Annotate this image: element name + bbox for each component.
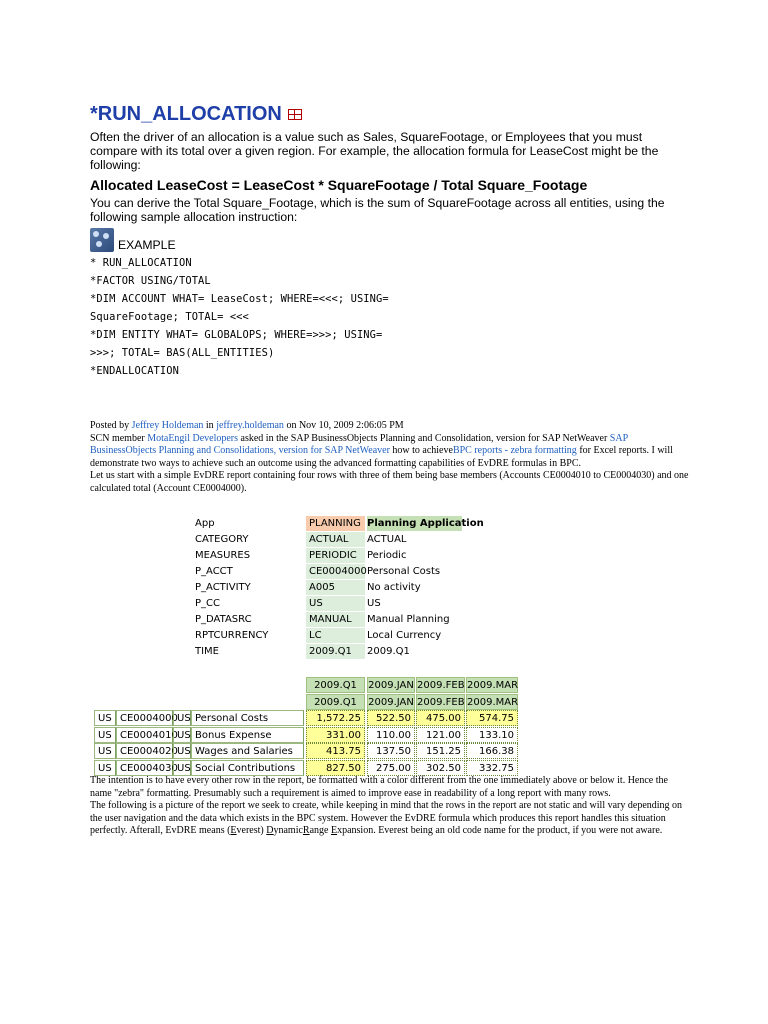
evdre-text-3: ynamic: [273, 825, 303, 836]
param-desc: 2009.Q1: [367, 646, 410, 657]
row-cc: US: [94, 710, 116, 726]
evdre-paragraph: [90, 800, 690, 838]
allocation-formula: Allocated LeaseCost = LeaseCost * SquareFootage / Total Square_Footage: [90, 177, 588, 193]
question-prefix: SCN member: [90, 432, 148, 444]
code-line: *DIM ENTITY WHAT= GLOBALOPS; WHERE=>>>; USING=: [90, 329, 383, 341]
data-cell: 522.50: [367, 710, 415, 726]
page-title-text: *RUN_ALLOCATION: [90, 103, 282, 125]
document-body: [90, 100, 690, 380]
evdre-report: [94, 513, 523, 776]
param-label: P_ACCT: [195, 566, 233, 577]
column-header: 2009.JAN: [367, 694, 415, 710]
row-cc: US: [94, 760, 116, 776]
data-cell: 827.50: [306, 760, 365, 776]
table-icon: [288, 109, 302, 120]
data-cell: 1,572.25: [306, 710, 365, 726]
column-header: 2009.Q1: [306, 677, 365, 693]
row-account: CE0004020: [116, 743, 173, 759]
param-desc: No activity: [367, 582, 421, 593]
example-icon: [90, 228, 114, 252]
byline-date: on Nov 10, 2009 2:06:05 PM: [283, 420, 404, 431]
data-cell: 302.50: [416, 760, 465, 776]
row-cc2: US: [173, 743, 191, 759]
param-desc: Local Currency: [367, 630, 442, 641]
param-value: CE0004000: [306, 564, 365, 579]
param-desc: Periodic: [367, 550, 407, 561]
column-header: 2009.Q1: [306, 694, 365, 710]
param-label: TIME: [195, 646, 220, 657]
param-value: A005: [306, 580, 365, 595]
param-label: P_CC: [195, 598, 220, 609]
topic-link[interactable]: BPC reports - zebra formatting: [452, 445, 577, 456]
column-header: 2009.MAR: [466, 677, 518, 693]
code-line: SquareFootage; TOTAL= <<<: [90, 311, 249, 323]
evdre-letter-r: R: [302, 825, 310, 836]
column-header: 2009.FEB: [416, 694, 465, 710]
data-cell: 275.00: [367, 760, 415, 776]
evdre-text-2: verest): [236, 825, 267, 836]
row-account: CE0004000: [116, 710, 173, 726]
code-line: *DIM ACCOUNT WHAT= LeaseCost; WHERE=<<<; USING=: [90, 293, 389, 305]
question-text: asked in the SAP BusinessObjects Planning and Consolidation, version for SAP NetWeaver: [238, 432, 610, 444]
row-account: CE0004010: [116, 727, 173, 743]
data-cell: 332.75: [466, 760, 518, 776]
code-block: [90, 254, 690, 380]
code-line: *FACTOR USING/TOTAL: [90, 275, 211, 287]
row-cc: US: [94, 743, 116, 759]
derive-paragraph: You can derive the Total Square_Footage, which is the sum of SquareFootage across all entities, using the following sample allocation instruction:: [90, 196, 665, 224]
data-cell: 151.25: [416, 743, 465, 759]
byline-in: in: [203, 420, 217, 431]
param-label: MEASURES: [195, 550, 251, 561]
author-link[interactable]: Jeffrey Holdeman: [131, 420, 204, 431]
column-header: 2009.MAR: [466, 694, 518, 710]
param-label: P_ACTIVITY: [195, 582, 251, 593]
evdre-text-4: ange: [309, 825, 331, 836]
row-name: Personal Costs: [191, 710, 304, 726]
post-intro-report: Let us start with a simple EvDRE report containing four rows with three of them being base members (Accounts CE0004010 to CE0004030) and one calculated total (Account CE0004000).: [90, 470, 689, 494]
param-label: P_DATASRC: [195, 614, 252, 625]
evdre-letter-e: E: [230, 825, 237, 836]
param-desc: US: [367, 598, 381, 609]
param-value: US: [306, 596, 365, 611]
evdre-text: The following is a picture of the report we seek to create, while keeping in mind that the rows in the report are not static and will vary depending on the user navigation and the data which exists in the BPC system. However the EvDRE formula which produces this report handles this situation perfectly. Afterall, EvDRE means (: [90, 800, 683, 836]
param-desc: ACTUAL: [367, 534, 407, 545]
code-line: >>>; TOTAL= BAS(ALL_ENTITIES): [90, 347, 275, 359]
zebra-paragraph: The intention is to have every other row in the report, be formatted with a color different from the one immediately above or below it. Hence the name "zebra" formatting. Presumably such a requirement is aimed to improve ease in readability of a long report with many rows.: [90, 775, 668, 799]
post-byline: [90, 420, 690, 433]
post-section: [90, 420, 690, 495]
row-cc2: US: [173, 710, 191, 726]
param-value: ACTUAL: [306, 532, 365, 547]
param-value: MANUAL: [306, 612, 365, 627]
data-cell: 166.38: [466, 743, 518, 759]
data-cell: 121.00: [416, 727, 465, 743]
row-cc2: US: [173, 760, 191, 776]
code-line: *ENDALLOCATION: [90, 365, 179, 377]
intro-paragraph: Often the driver of an allocation is a value such as Sales, SquareFootage, or Employees that you must compare with its total over a given region. For example, the allocation formula for LeaseCost might be the following:: [90, 130, 659, 172]
row-name: Wages and Salaries: [191, 743, 304, 759]
param-value: PLANNING: [306, 516, 365, 531]
example-header: [90, 228, 690, 252]
example-label: EXAMPLE: [118, 238, 176, 252]
page-title: [90, 100, 690, 128]
param-desc: Manual Planning: [367, 614, 450, 625]
data-cell: 475.00: [416, 710, 465, 726]
evdre-text-5: xpansion. Everest being an old code name for the product, if you were not aware.: [337, 825, 663, 836]
forum-link[interactable]: SAP BusinessObjects Planning and Consolidations, version for SAP NetWeaver: [90, 432, 628, 456]
param-value: LC: [306, 628, 365, 643]
question-text-3: for Excel reports. I will demonstrate two ways to achieve such an outcome using the advanced formatting capabilities of EvDRE formulas in BPC.: [90, 445, 673, 469]
row-cc2: US: [173, 727, 191, 743]
data-cell: 574.75: [466, 710, 518, 726]
blog-link[interactable]: jeffrey.holdeman: [216, 420, 284, 431]
code-line: * RUN_ALLOCATION: [90, 257, 192, 269]
data-cell: 137.50: [367, 743, 415, 759]
column-header: 2009.FEB: [416, 677, 465, 693]
post-question: [90, 433, 690, 471]
param-label: CATEGORY: [195, 534, 249, 545]
member-link[interactable]: MotaEngil Developers: [147, 432, 239, 444]
row-cc: US: [94, 727, 116, 743]
data-cell: 331.00: [306, 727, 365, 743]
param-desc: Planning Application: [367, 518, 484, 529]
data-cell: 133.10: [466, 727, 518, 743]
evdre-letter-e2: E: [330, 825, 338, 836]
row-account: CE0004030: [116, 760, 173, 776]
data-cell: 110.00: [367, 727, 415, 743]
row-name: Bonus Expense: [191, 727, 304, 743]
param-value: PERIODIC: [306, 548, 365, 563]
param-value: 2009.Q1: [306, 644, 365, 659]
row-name: Social Contributions: [191, 760, 304, 776]
data-cell: 413.75: [306, 743, 365, 759]
param-desc: Personal Costs: [367, 566, 441, 577]
param-label: RPTCURRENCY: [195, 630, 269, 641]
evdre-letter-d: D: [266, 825, 274, 836]
column-header: 2009.JAN: [367, 677, 415, 693]
after-section: [90, 775, 690, 838]
byline-prefix: Posted by: [90, 420, 132, 431]
param-label: App: [195, 518, 215, 529]
question-text-2: how to achieve: [389, 445, 453, 456]
